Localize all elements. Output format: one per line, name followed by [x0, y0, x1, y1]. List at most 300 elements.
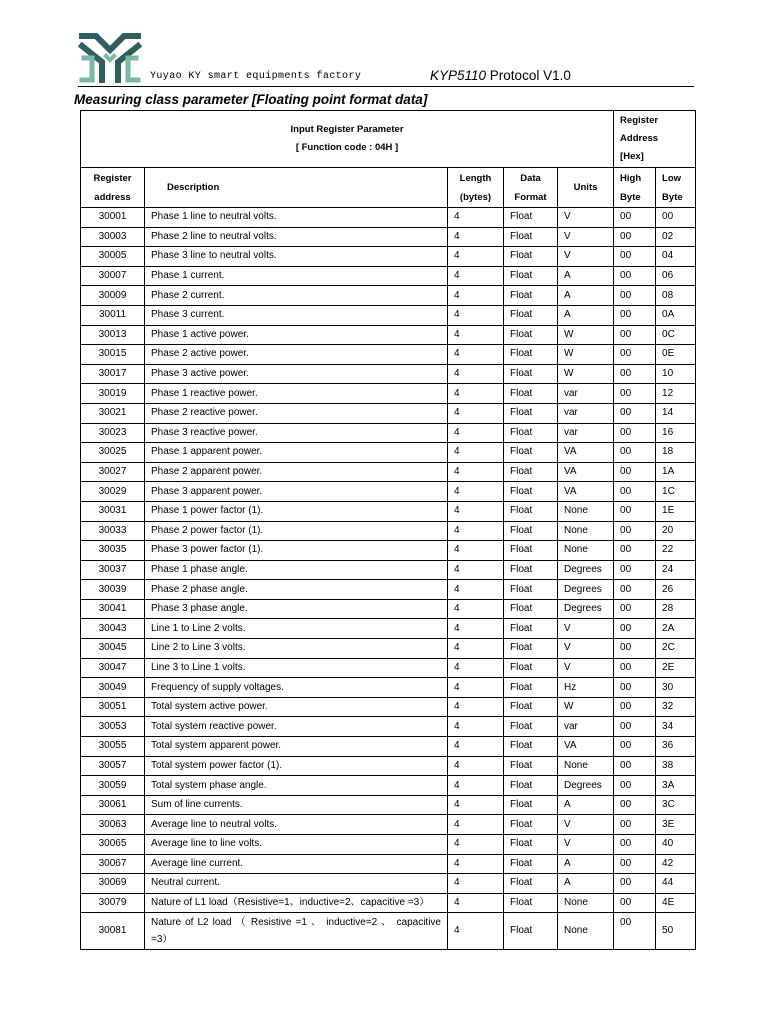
register-address-cell: 30025: [81, 443, 145, 463]
units-cell: V: [558, 639, 614, 659]
data-format-cell: Float: [504, 384, 558, 404]
units-cell: VA: [558, 737, 614, 757]
table-row: [81, 345, 696, 365]
data-format-cell: Float: [504, 325, 558, 345]
low-byte-cell: 3C: [656, 795, 696, 815]
description-cell: Phase 1 reactive power.: [145, 384, 448, 404]
function-code: [ Function code : 04H ]: [295, 142, 399, 153]
high-byte-cell: 00: [614, 423, 656, 443]
description-cell: Nature of L2 load （ Resistive =1 、 inductive=2 、 capacitive =3）: [145, 913, 448, 950]
low-byte-cell: 10: [656, 364, 696, 384]
table-row: [81, 325, 696, 345]
register-address-cell: 30013: [81, 325, 145, 345]
register-address-cell: 30015: [81, 345, 145, 365]
description-cell: Neutral current.: [145, 874, 448, 894]
low-byte-cell: 1A: [656, 462, 696, 482]
register-address-cell: 30023: [81, 423, 145, 443]
high-byte-cell: 00: [614, 835, 656, 855]
table-row: [81, 619, 696, 639]
data-format-cell: Float: [504, 776, 558, 796]
register-address-cell: 30039: [81, 580, 145, 600]
description-cell: Phase 2 current.: [145, 286, 448, 306]
description-cell: Phase 3 active power.: [145, 364, 448, 384]
data-format-cell: Float: [504, 639, 558, 659]
table-row: [81, 521, 696, 541]
description-cell: Phase 2 phase angle.: [145, 580, 448, 600]
low-byte-cell: 22: [656, 541, 696, 561]
high-byte-cell: 00: [614, 580, 656, 600]
main-header-line: Input Register Parameter: [290, 124, 404, 135]
low-byte-cell: 14: [656, 403, 696, 423]
protocol-version: Protocol V1.0: [486, 68, 571, 83]
header-text: Register: [93, 172, 132, 184]
units-cell: VA: [558, 462, 614, 482]
length-cell: 4: [448, 345, 504, 365]
units-cell: A: [558, 874, 614, 894]
data-format-cell: Float: [504, 619, 558, 639]
length-cell: 4: [448, 697, 504, 717]
units-cell: Degrees: [558, 599, 614, 619]
length-cell: 4: [448, 776, 504, 796]
high-byte-cell: 00: [614, 286, 656, 306]
table-row: [81, 266, 696, 286]
high-byte-cell: 00: [614, 345, 656, 365]
description-cell: Total system power factor (1).: [145, 756, 448, 776]
description-cell: Phase 2 apparent power.: [145, 462, 448, 482]
low-byte-cell: 1C: [656, 482, 696, 502]
length-cell: 4: [448, 580, 504, 600]
company-logo-icon: [78, 32, 142, 84]
table-row: [81, 227, 696, 247]
length-cell: 4: [448, 678, 504, 698]
register-address-cell: 30007: [81, 266, 145, 286]
length-cell: 4: [448, 893, 504, 913]
low-byte-cell: 0E: [656, 345, 696, 365]
table-row: [81, 893, 696, 913]
register-address-cell: 30079: [81, 893, 145, 913]
low-byte-cell: 16: [656, 423, 696, 443]
data-format-cell: Float: [504, 443, 558, 463]
col-register-address: [81, 168, 145, 208]
description-cell: Total system reactive power.: [145, 717, 448, 737]
low-byte-cell: 24: [656, 560, 696, 580]
high-byte-cell: 00: [614, 795, 656, 815]
high-byte-cell: 00: [614, 737, 656, 757]
address-header-line: [Hex]: [620, 151, 644, 162]
register-address-cell: 30037: [81, 560, 145, 580]
units-cell: None: [558, 913, 614, 950]
length-cell: 4: [448, 462, 504, 482]
table-row: [81, 208, 696, 228]
high-byte-cell: 00: [614, 874, 656, 894]
data-format-cell: Float: [504, 795, 558, 815]
low-byte-cell: 0C: [656, 325, 696, 345]
register-rows: [81, 208, 696, 950]
register-address-cell: 30033: [81, 521, 145, 541]
table-row: [81, 776, 696, 796]
register-address-cell: 30059: [81, 776, 145, 796]
data-format-cell: Float: [504, 501, 558, 521]
high-byte-cell: 00: [614, 247, 656, 267]
high-byte-cell: 00: [614, 364, 656, 384]
low-byte-cell: 08: [656, 286, 696, 306]
col-data-format: [504, 168, 558, 208]
register-address-cell: 30051: [81, 697, 145, 717]
high-byte-cell: 00: [614, 639, 656, 659]
high-byte-cell: 00: [614, 854, 656, 874]
col-description: Description: [145, 168, 448, 208]
low-byte-cell: 00: [656, 208, 696, 228]
description-cell: Phase 1 apparent power.: [145, 443, 448, 463]
model-name: KYP5110: [430, 68, 487, 83]
data-format-cell: Float: [504, 893, 558, 913]
length-cell: 4: [448, 208, 504, 228]
header-text: (bytes): [459, 191, 492, 203]
units-cell: None: [558, 541, 614, 561]
length-cell: 4: [448, 874, 504, 894]
low-byte-cell: 32: [656, 697, 696, 717]
table-row: [81, 717, 696, 737]
units-cell: var: [558, 384, 614, 404]
description-cell: Nature of L1 load（Resistive=1、inductive=2、capacitive =3）: [145, 893, 448, 913]
length-cell: 4: [448, 815, 504, 835]
table-row: [81, 835, 696, 855]
data-format-cell: Float: [504, 462, 558, 482]
description-cell: Line 2 to Line 3 volts.: [145, 639, 448, 659]
header-text: Low: [662, 172, 682, 184]
data-format-cell: Float: [504, 482, 558, 502]
units-cell: A: [558, 305, 614, 325]
register-address-cell: 30003: [81, 227, 145, 247]
table-row: [81, 305, 696, 325]
description-cell: Phase 3 line to neutral volts.: [145, 247, 448, 267]
length-cell: 4: [448, 756, 504, 776]
length-cell: 4: [448, 443, 504, 463]
units-cell: W: [558, 345, 614, 365]
low-byte-cell: 02: [656, 227, 696, 247]
description-cell: Average line to line volts.: [145, 835, 448, 855]
low-byte-cell: 42: [656, 854, 696, 874]
table-main-header-row: [81, 111, 696, 168]
register-address-cell: 30045: [81, 639, 145, 659]
units-cell: var: [558, 717, 614, 737]
description-cell: Phase 3 power factor (1).: [145, 541, 448, 561]
description-cell: Phase 3 current.: [145, 305, 448, 325]
description-cell: Phase 1 current.: [145, 266, 448, 286]
units-cell: W: [558, 364, 614, 384]
description-cell: Phase 2 reactive power.: [145, 403, 448, 423]
register-address-cell: 30041: [81, 599, 145, 619]
table-row: [81, 462, 696, 482]
register-address-cell: 30043: [81, 619, 145, 639]
units-cell: V: [558, 208, 614, 228]
table-row: [81, 815, 696, 835]
data-format-cell: Float: [504, 560, 558, 580]
register-address-cell: 30035: [81, 541, 145, 561]
units-cell: var: [558, 403, 614, 423]
data-format-cell: Float: [504, 737, 558, 757]
register-address-cell: 30061: [81, 795, 145, 815]
units-cell: V: [558, 227, 614, 247]
length-cell: 4: [448, 305, 504, 325]
units-cell: None: [558, 893, 614, 913]
high-byte-cell: 00: [614, 501, 656, 521]
description-cell: Line 1 to Line 2 volts.: [145, 619, 448, 639]
units-cell: V: [558, 247, 614, 267]
data-format-cell: Float: [504, 835, 558, 855]
data-format-cell: Float: [504, 423, 558, 443]
data-format-cell: Float: [504, 697, 558, 717]
high-byte-cell: 00: [614, 717, 656, 737]
table-row: [81, 580, 696, 600]
units-cell: A: [558, 266, 614, 286]
data-format-cell: Float: [504, 227, 558, 247]
high-byte-cell: 00: [614, 913, 656, 950]
length-cell: 4: [448, 325, 504, 345]
high-byte-cell: 00: [614, 678, 656, 698]
data-format-cell: Float: [504, 266, 558, 286]
length-cell: 4: [448, 403, 504, 423]
low-byte-cell: 3A: [656, 776, 696, 796]
description-cell: Average line current.: [145, 854, 448, 874]
high-byte-cell: 00: [614, 325, 656, 345]
table-row: [81, 756, 696, 776]
header-text: High: [620, 172, 642, 184]
header-text: address: [94, 191, 131, 203]
register-address-cell: 30021: [81, 403, 145, 423]
high-byte-cell: 00: [614, 384, 656, 404]
register-address-cell: 30053: [81, 717, 145, 737]
low-byte-cell: 2E: [656, 658, 696, 678]
table-row: [81, 403, 696, 423]
description-cell: Frequency of supply voltages.: [145, 678, 448, 698]
description-cell: Sum of line currents.: [145, 795, 448, 815]
length-cell: 4: [448, 541, 504, 561]
high-byte-cell: 00: [614, 893, 656, 913]
header-text: Byte: [662, 191, 683, 203]
units-cell: VA: [558, 482, 614, 502]
length-cell: 4: [448, 286, 504, 306]
low-byte-cell: 50: [656, 913, 696, 950]
data-format-cell: Float: [504, 580, 558, 600]
description-cell: Phase 1 power factor (1).: [145, 501, 448, 521]
register-address-cell: 30001: [81, 208, 145, 228]
description-cell: Phase 1 phase angle.: [145, 560, 448, 580]
table-row: [81, 482, 696, 502]
page-header: [78, 32, 694, 87]
units-cell: V: [558, 658, 614, 678]
low-byte-cell: 18: [656, 443, 696, 463]
units-cell: VA: [558, 443, 614, 463]
length-cell: 4: [448, 717, 504, 737]
length-cell: 4: [448, 364, 504, 384]
description-cell: Phase 3 phase angle.: [145, 599, 448, 619]
col-length: [448, 168, 504, 208]
high-byte-cell: 00: [614, 482, 656, 502]
table-row: [81, 501, 696, 521]
table-row: [81, 658, 696, 678]
high-byte-cell: 00: [614, 208, 656, 228]
header-text: Byte: [620, 191, 641, 203]
high-byte-cell: 00: [614, 521, 656, 541]
high-byte-cell: 00: [614, 227, 656, 247]
data-format-cell: Float: [504, 345, 558, 365]
units-cell: None: [558, 756, 614, 776]
low-byte-cell: 06: [656, 266, 696, 286]
table-row: [81, 560, 696, 580]
low-byte-cell: 40: [656, 835, 696, 855]
description-cell: Total system active power.: [145, 697, 448, 717]
units-cell: A: [558, 795, 614, 815]
data-format-cell: Float: [504, 854, 558, 874]
register-address-cell: 30081: [81, 913, 145, 950]
high-byte-cell: 00: [614, 776, 656, 796]
low-byte-cell: 04: [656, 247, 696, 267]
description-cell: Phase 2 power factor (1).: [145, 521, 448, 541]
description-cell: Average line to neutral volts.: [145, 815, 448, 835]
low-byte-cell: 3E: [656, 815, 696, 835]
table-row: [81, 443, 696, 463]
table-row: [81, 737, 696, 757]
data-format-cell: Float: [504, 678, 558, 698]
table-row: [81, 384, 696, 404]
data-format-cell: Float: [504, 305, 558, 325]
units-cell: A: [558, 854, 614, 874]
register-address-cell: 30057: [81, 756, 145, 776]
data-format-cell: Float: [504, 403, 558, 423]
register-address-cell: 30029: [81, 482, 145, 502]
data-format-cell: Float: [504, 874, 558, 894]
register-address-cell: 30031: [81, 501, 145, 521]
units-cell: W: [558, 697, 614, 717]
length-cell: 4: [448, 482, 504, 502]
units-cell: V: [558, 815, 614, 835]
high-byte-cell: 00: [614, 305, 656, 325]
register-address-cell: 30055: [81, 737, 145, 757]
high-byte-cell: 00: [614, 815, 656, 835]
units-cell: W: [558, 325, 614, 345]
table-row: [81, 874, 696, 894]
low-byte-cell: 20: [656, 521, 696, 541]
register-table: [80, 110, 696, 950]
length-cell: 4: [448, 737, 504, 757]
low-byte-cell: 1E: [656, 501, 696, 521]
length-cell: 4: [448, 227, 504, 247]
high-byte-cell: 00: [614, 619, 656, 639]
data-format-cell: Float: [504, 717, 558, 737]
address-header-line: Register: [620, 115, 659, 126]
low-byte-cell: 38: [656, 756, 696, 776]
length-cell: 4: [448, 423, 504, 443]
units-cell: Hz: [558, 678, 614, 698]
low-byte-cell: 34: [656, 717, 696, 737]
low-byte-cell: 12: [656, 384, 696, 404]
register-address-cell: 30011: [81, 305, 145, 325]
table-row: [81, 423, 696, 443]
data-format-cell: Float: [504, 756, 558, 776]
units-cell: A: [558, 286, 614, 306]
high-byte-cell: 00: [614, 560, 656, 580]
description-cell: Phase 1 line to neutral volts.: [145, 208, 448, 228]
low-byte-cell: 2C: [656, 639, 696, 659]
high-byte-cell: 00: [614, 266, 656, 286]
register-address-cell: 30069: [81, 874, 145, 894]
high-byte-cell: 00: [614, 541, 656, 561]
register-address-cell: 30009: [81, 286, 145, 306]
table-row: [81, 697, 696, 717]
register-address-cell: 30005: [81, 247, 145, 267]
data-format-cell: Float: [504, 247, 558, 267]
high-byte-cell: 00: [614, 403, 656, 423]
length-cell: 4: [448, 560, 504, 580]
data-format-cell: Float: [504, 541, 558, 561]
header-text: Format: [514, 191, 547, 203]
units-cell: None: [558, 501, 614, 521]
units-cell: Degrees: [558, 776, 614, 796]
table-row: [81, 541, 696, 561]
register-address-cell: 30049: [81, 678, 145, 698]
table-row: [81, 599, 696, 619]
low-byte-cell: 2A: [656, 619, 696, 639]
high-byte-cell: 00: [614, 658, 656, 678]
col-units: Units: [558, 168, 614, 208]
length-cell: 4: [448, 854, 504, 874]
high-byte-cell: 00: [614, 462, 656, 482]
data-format-cell: Float: [504, 599, 558, 619]
data-format-cell: Float: [504, 521, 558, 541]
length-cell: 4: [448, 658, 504, 678]
length-cell: 4: [448, 266, 504, 286]
input-register-parameter-header: [81, 111, 614, 168]
register-address-cell: 30067: [81, 854, 145, 874]
units-cell: None: [558, 521, 614, 541]
table-row: [81, 286, 696, 306]
low-byte-cell: 44: [656, 874, 696, 894]
length-cell: 4: [448, 384, 504, 404]
high-byte-cell: 00: [614, 443, 656, 463]
length-cell: 4: [448, 247, 504, 267]
description-cell: Total system phase angle.: [145, 776, 448, 796]
register-address-cell: 30019: [81, 384, 145, 404]
header-text: Data: [520, 172, 541, 184]
units-cell: V: [558, 619, 614, 639]
length-cell: 4: [448, 521, 504, 541]
length-cell: 4: [448, 599, 504, 619]
col-high-byte: [614, 168, 656, 208]
address-header-line: Address: [620, 133, 659, 144]
high-byte-cell: 00: [614, 697, 656, 717]
units-cell: V: [558, 835, 614, 855]
table-column-header-row: [81, 168, 696, 208]
table-row: [81, 854, 696, 874]
low-byte-cell: 36: [656, 737, 696, 757]
units-cell: Degrees: [558, 560, 614, 580]
low-byte-cell: 4E: [656, 893, 696, 913]
low-byte-cell: 28: [656, 599, 696, 619]
data-format-cell: Float: [504, 658, 558, 678]
table-row: [81, 913, 696, 950]
length-cell: 4: [448, 913, 504, 950]
high-byte-cell: 00: [614, 756, 656, 776]
units-cell: var: [558, 423, 614, 443]
document-title: [430, 68, 571, 83]
register-address-cell: 30065: [81, 835, 145, 855]
data-format-cell: Float: [504, 286, 558, 306]
register-address-cell: 30017: [81, 364, 145, 384]
length-cell: 4: [448, 639, 504, 659]
description-cell: Phase 1 active power.: [145, 325, 448, 345]
table-row: [81, 795, 696, 815]
